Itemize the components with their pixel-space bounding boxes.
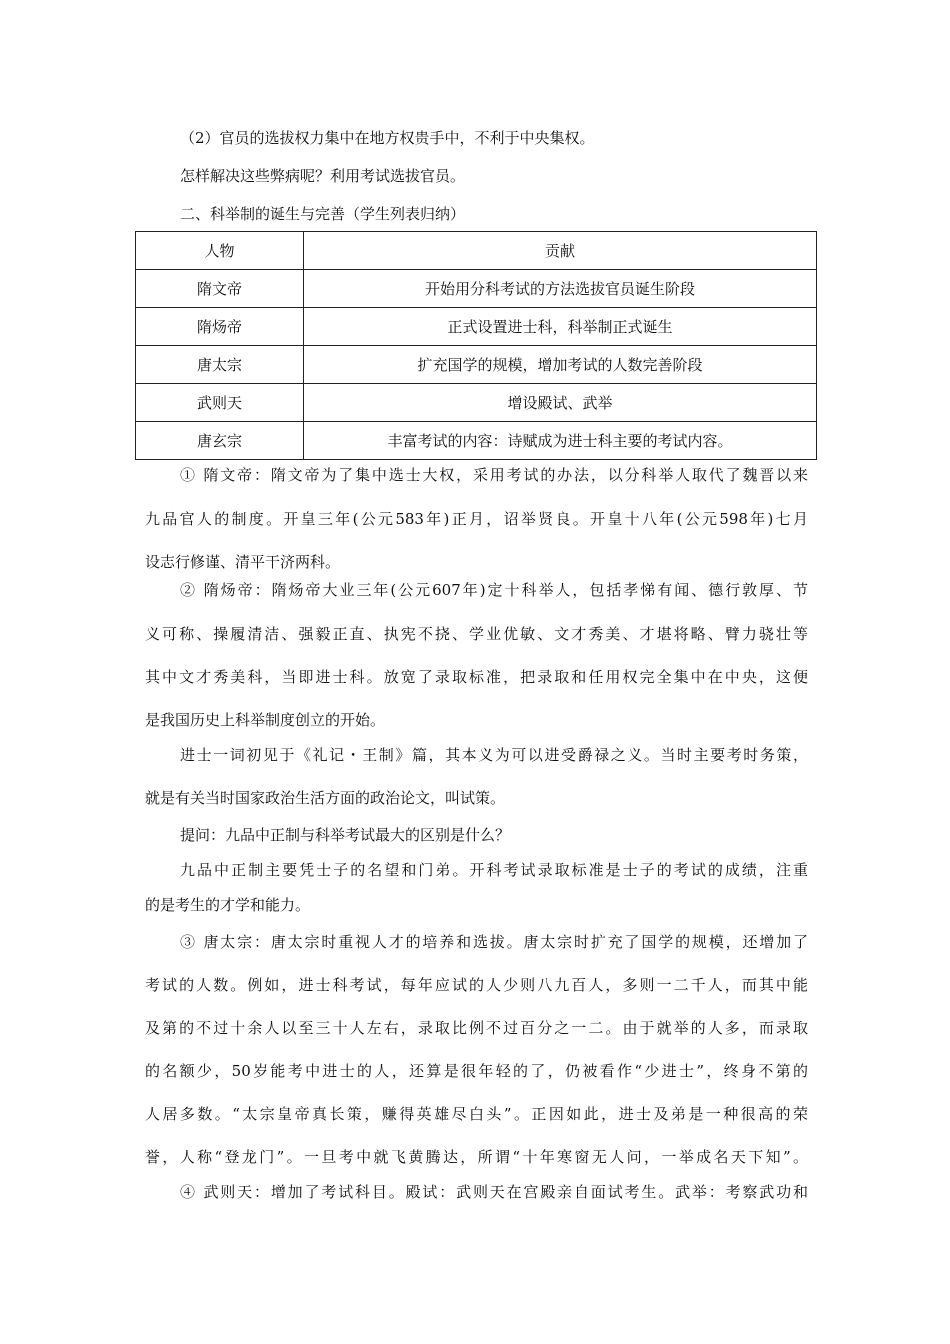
contribution-table bbox=[135, 231, 817, 460]
paragraph-line: ① 隋文帝：隋文帝为了集中选士大权，采用考试的办法，以分科举人取代了魏晋以来 bbox=[180, 466, 808, 484]
table-cell-contribution: 扩充国学的规模，增加考试的人数完善阶段 bbox=[304, 346, 817, 384]
table-cell-person: 隋文帝 bbox=[136, 270, 304, 308]
table-row bbox=[136, 270, 817, 308]
table-row bbox=[136, 422, 817, 460]
paragraph-line: 的是考生的才学和能力。 bbox=[145, 896, 311, 914]
paragraph-line: 九品官人的制度。开皇三年(公元583年)正月，诏举贤良。开皇十八年(公元598年)七月 bbox=[145, 510, 808, 528]
paragraph-line: 其中文才秀美科，当即进士科。放宽了录取标准，把录取和任用权完全集中在中央，这便 bbox=[145, 668, 808, 686]
table-cell-person: 武则天 bbox=[136, 384, 304, 422]
paragraph-line: 的名额少，50岁能考中进士的人，还算是很年轻的了，仍被看作“少进士”，终身不第的 bbox=[145, 1062, 808, 1080]
table-cell-contribution: 丰富考试的内容：诗赋成为进士科主要的考试内容。 bbox=[304, 422, 817, 460]
paragraph-line: 是我国历史上科举制度创立的开始。 bbox=[145, 711, 386, 729]
paragraph-line: 九品中正制主要凭士子的名望和门弟。开科考试录取标准是士子的考试的成绩，注重 bbox=[180, 861, 808, 879]
paragraph-line: ② 隋炀帝：隋炀帝大业三年(公元607年)定十科举人，包括孝悌有闻、德行敦厚、节 bbox=[180, 581, 808, 599]
table-cell-person: 唐太宗 bbox=[136, 346, 304, 384]
question-line: 提问：九品中正制与科举考试最大的区别是什么？ bbox=[180, 826, 511, 844]
table-cell-contribution: 开始用分科考试的方法选拔官员诞生阶段 bbox=[304, 270, 817, 308]
table-cell-person: 唐玄宗 bbox=[136, 422, 304, 460]
table-cell-person: 隋炀帝 bbox=[136, 308, 304, 346]
paragraph-line: ④ 武则天：增加了考试科目。殿试：武则天在宫殿亲自面试考生。武举：考察武功和 bbox=[180, 1183, 808, 1201]
paragraph-line: 义可称、操履清洁、强毅正直、执宪不挠、学业优敏、文才秀美、才堪将略、臂力骁壮等 bbox=[145, 625, 808, 643]
paragraph-line: 考试的人数。例如，进士科考试，每年应试的人少则八九百人，多则一二千人，而其中能 bbox=[145, 976, 808, 994]
paragraph-line: 及第的不过十余人以至三十人左右，录取比例不过百分之一二。由于就举的人多，而录取 bbox=[145, 1019, 808, 1037]
paragraph-line: 设志行修谨、清平干济两科。 bbox=[145, 553, 341, 571]
table-row bbox=[136, 384, 817, 422]
table-cell-contribution: 增设殿试、武举 bbox=[304, 384, 817, 422]
table-header-row bbox=[136, 232, 817, 270]
paragraph-line: 誉，人称“登龙门”。一旦考中就飞黄腾达，所谓“十年寒窗无人问，一举成名天下知”。 bbox=[145, 1148, 808, 1166]
table-cell-contribution: 正式设置进士科，科举制正式诞生 bbox=[304, 308, 817, 346]
paragraph-line: 人居多数。“太宗皇帝真长策，赚得英雄尽白头”。正因如此，进士及弟是一种很高的荣 bbox=[145, 1105, 808, 1123]
paragraph-line: 就是有关当时国家政治生活方面的政治论文，叫试策。 bbox=[145, 789, 506, 807]
intro-line-2: 怎样解决这些弊病呢？利用考试选拔官员。 bbox=[180, 167, 466, 185]
paragraph-line: 进士一词初见于《礼记・王制》篇，其本义为可以进受爵禄之义。当时主要考时务策， bbox=[180, 746, 808, 764]
table-row bbox=[136, 346, 817, 384]
section-title: 二、科举制的诞生与完善（学生列表归纳） bbox=[180, 205, 466, 223]
intro-line-1: （2）官员的选拔权力集中在地方权贵手中，不利于中央集权。 bbox=[180, 129, 595, 147]
paragraph-line: ③ 唐太宗：唐太宗时重视人才的培养和选拔。唐太宗时扩充了国学的规模，还增加了 bbox=[180, 933, 808, 951]
table-header-contribution: 贡献 bbox=[304, 232, 817, 270]
table-row bbox=[136, 308, 817, 346]
table-header-person: 人物 bbox=[136, 232, 304, 270]
